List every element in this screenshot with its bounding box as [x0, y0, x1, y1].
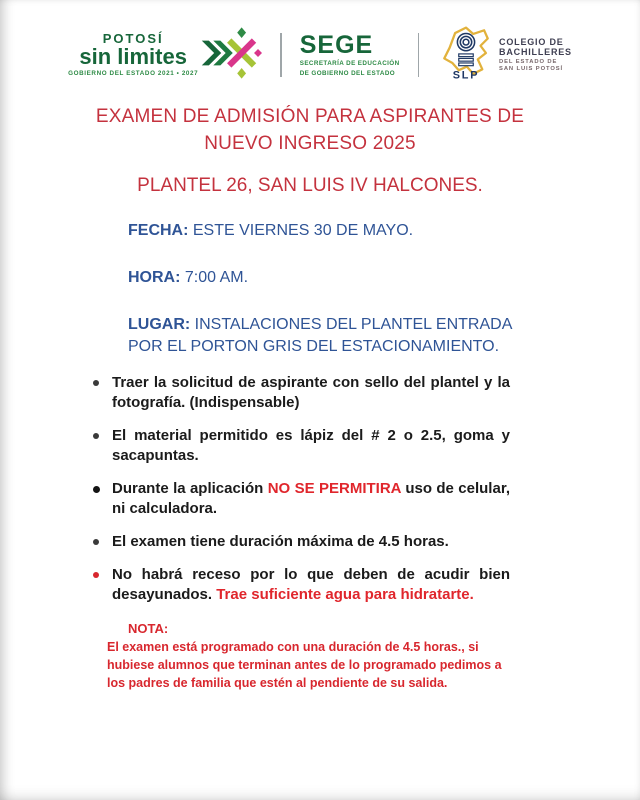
colbach-line1: COLEGIO DE	[499, 36, 564, 47]
sege-logo-sub1: SECRETARÍA DE EDUCACIÓN	[299, 60, 400, 68]
red-emphasis-text: Trae suficiente agua para hidratarte.	[216, 586, 474, 603]
potosi-logo-subtitle: GOBIERNO DEL ESTADO 2021 • 2027	[68, 70, 199, 78]
potosi-logo-slogan: sin limites	[79, 44, 187, 70]
header-divider	[418, 33, 420, 77]
list-item: Durante la aplicación NO SE PERMITIRA uso de celular, ni calculadora.	[93, 479, 510, 519]
list-item: No habrá receso por lo que deben de acudir bien desayunados. Trae suficiente agua para hidratarte.	[93, 565, 510, 605]
title-line1: EXAMEN DE ADMISIÓN PARA ASPIRANTES DE	[95, 106, 525, 127]
lugar-value-line1: INSTALACIONES DEL PLANTEL ENTRADA	[190, 316, 513, 333]
note-text: El examen está programado con una duración de 4.5 horas., si hubiese alumnos que terminan antes de lo programado pedimos a los padres de familia que estén al pendiente de su salida.	[107, 640, 502, 690]
lugar-label: LUGAR:	[128, 316, 191, 333]
potosi-sin-limites-logo	[68, 24, 262, 87]
detail-lugar	[128, 314, 548, 358]
potosi-logo-word: POTOSÍ	[102, 31, 164, 47]
sege-logo-sub2: DE GOBIERNO DEL ESTADO	[299, 69, 396, 77]
sege-logo-name: SEGE	[299, 31, 374, 60]
page-title	[0, 103, 620, 157]
flyer-content	[0, 103, 620, 692]
hora-label: HORA:	[128, 269, 181, 286]
header-logos	[0, 0, 640, 88]
note-label: NOTA:	[128, 621, 169, 636]
bullet-icon	[93, 572, 99, 578]
instructions-list	[93, 373, 510, 605]
title-line2: NUEVO INGRESO 2025	[204, 133, 416, 154]
fecha-value: ESTE VIERNES 30 DE MAYO.	[188, 222, 414, 239]
header-divider	[280, 33, 282, 77]
slp-state-icon	[437, 21, 495, 90]
bullet-icon	[93, 433, 99, 439]
hora-value: 7:00 AM.	[180, 269, 249, 286]
red-emphasis-text: NO SE PERMITIRA	[267, 480, 401, 497]
detail-fecha	[128, 220, 548, 242]
bullet-icon	[93, 539, 99, 545]
colbach-line2: BACHILLERES	[499, 47, 572, 58]
bullet-icon	[93, 380, 99, 386]
bullet-icon	[93, 486, 100, 493]
potosi-star-icon	[200, 24, 262, 87]
fecha-label: FECHA:	[128, 222, 189, 239]
list-item: El examen tiene duración máxima de 4.5 horas.	[93, 532, 510, 552]
list-item: El material permitido es lápiz del # 2 o 2.5, goma y sacapuntas.	[93, 426, 510, 466]
colbach-line4: SAN LUIS POTOSÍ	[499, 65, 564, 72]
list-item: Traer la solicitud de aspirante con sello del plantel y la fotografía. (Indispensable)	[93, 373, 510, 413]
detail-hora	[128, 267, 548, 289]
plantel-subtitle: PLANTEL 26, SAN LUIS IV HALCONES.	[137, 175, 483, 196]
colbach-line3: DEL ESTADO DE	[499, 58, 558, 65]
colegio-bachilleres-logo	[437, 21, 572, 90]
note-section	[0, 620, 620, 692]
exam-details	[128, 220, 620, 358]
lugar-value-line2: POR EL PORTON GRIS DEL ESTACIONAMIENTO.	[128, 338, 500, 355]
slp-acronym: SLP	[452, 68, 480, 81]
sege-logo	[300, 33, 400, 77]
